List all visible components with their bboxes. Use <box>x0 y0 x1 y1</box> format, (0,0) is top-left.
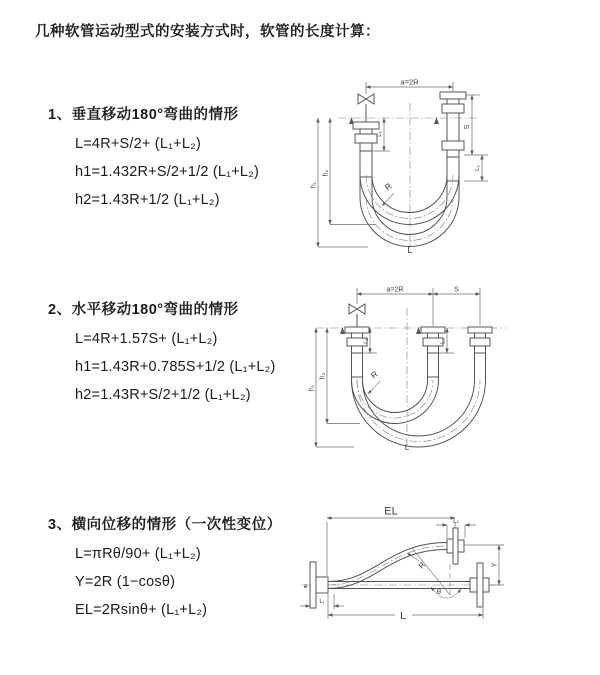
length-label: L <box>407 245 413 255</box>
dim-label-h2: h₂ <box>319 372 327 380</box>
section-heading: 2、水平移动180°弯曲的情形 <box>48 302 239 318</box>
diagram-lines <box>300 518 504 619</box>
dim-label-a2r: a=2R <box>386 286 404 294</box>
dim-label-h1: h₁ <box>308 384 316 392</box>
diagram-horizontal-180-bend <box>308 280 590 457</box>
dim-label-l1: L₁ <box>377 131 383 137</box>
radius-label: R <box>382 180 394 193</box>
section-heading: 3、横向位移的情形（一次性变位） <box>48 517 282 533</box>
section-lateral-displacement <box>48 513 282 618</box>
formula-Y: Y=2R (1−cosθ) <box>75 574 176 590</box>
formula-L: L=πRθ/90+ (L₁+L₂) <box>75 546 201 562</box>
dim-label-l2: L₂ <box>475 165 481 171</box>
dim-label-l1: L₁ <box>363 338 370 344</box>
diagram-vertical-180-bend <box>310 75 590 260</box>
angle-label: θ <box>436 587 442 596</box>
radius-label: R <box>416 560 428 571</box>
section-horizontal-180 <box>48 298 276 403</box>
formula-L: L=4R+1.57S+ (L₁+L₂) <box>75 331 218 347</box>
dim-label-a2r: a=2R <box>400 77 419 87</box>
dim-label-h2: h₂ <box>322 169 330 177</box>
dim-label-s: S <box>464 124 471 130</box>
formula-L: L=4R+S/2+ (L₁+L₂) <box>75 136 201 152</box>
diagram-lateral-displacement <box>300 498 595 660</box>
formula-h1: h1=1.432R+S/2+1/2 (L₁+L₂) <box>75 164 260 180</box>
centerline-mark: z <box>304 583 308 590</box>
diagram-lines <box>316 288 506 447</box>
dim-label-el: EL <box>384 505 398 518</box>
section-vertical-180 <box>48 103 259 208</box>
dim-label-l2: L₂ <box>440 338 447 344</box>
radius-label: R <box>368 368 380 381</box>
section-heading: 1、垂直移动180°弯曲的情形 <box>48 107 239 123</box>
dim-label-h1: h₁ <box>310 181 318 189</box>
page-title: 几种软管运动型式的安装方式时，软管的长度计算： <box>35 24 380 40</box>
formula-h2: h2=1.43R+1/2 (L₁+L₂) <box>75 192 220 208</box>
length-label: L <box>404 443 410 452</box>
diagram-lines <box>318 82 488 247</box>
valve-icon <box>349 304 365 327</box>
formula-EL: EL=2Rsinθ+ (L₁+L₂) <box>75 602 208 618</box>
formula-h1: h1=1.43R+0.785S+1/2 (L₁+L₂) <box>75 359 276 375</box>
dim-label-l2: L₂ <box>453 518 459 525</box>
formula-h2: h2=1.43R+S/2+1/2 (L₁+L₂) <box>75 387 251 403</box>
length-label: L <box>400 610 406 622</box>
dim-label-l1: L₁ <box>319 599 325 605</box>
dim-label-y: Y <box>489 562 499 568</box>
dim-label-s: S <box>454 286 459 294</box>
